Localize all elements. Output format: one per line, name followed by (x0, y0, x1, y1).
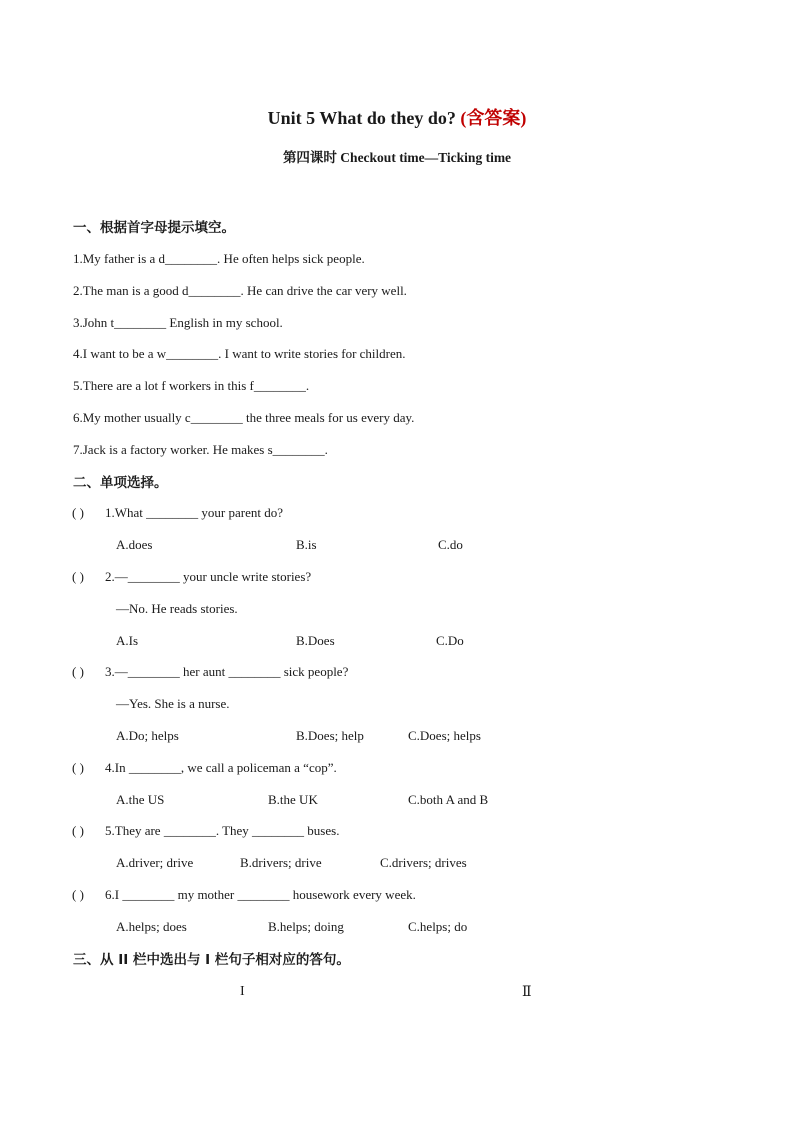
column-ii-header: Ⅱ (522, 985, 532, 1000)
option-c: C.both A and B (408, 792, 489, 807)
part3-heading: 三、从 II 栏中选出与 I 栏句子相对应的答句。 (73, 952, 350, 968)
option-c: C.Do (436, 633, 464, 648)
title-text: Unit 5 What do they do? (267, 108, 461, 128)
fill-item: 3.John t________ English in my school. (73, 315, 283, 330)
option-b: B.helps; doing (268, 919, 344, 934)
answer-blank: ( ) (72, 569, 84, 584)
part2-heading: 二、单项选择。 (73, 475, 168, 491)
answer-blank: ( ) (72, 760, 84, 775)
option-c: C.Does; helps (408, 728, 481, 743)
option-a: A.helps; does (116, 919, 187, 934)
answer-blank: ( ) (72, 664, 84, 679)
answer-tag: (含答案) (460, 108, 527, 128)
question-stem: 2.—________ your uncle write stories? (105, 569, 312, 584)
page-title (0, 104, 794, 130)
fill-item: 6.My mother usually c________ the three meals for us every day. (73, 410, 415, 425)
option-a: A.driver; drive (116, 855, 194, 870)
fill-item: 1.My father is a d________. He often helps sick people. (73, 251, 365, 266)
question-stem: 3.—________ her aunt ________ sick people? (105, 664, 349, 679)
lesson-subtitle: 第四课时 Checkout time—Ticking time (282, 150, 512, 165)
option-b: B.is (296, 537, 317, 552)
question-stem: 6.I ________ my mother ________ housework every week. (105, 887, 416, 902)
answer-blank: ( ) (72, 823, 84, 838)
answer-blank: ( ) (72, 505, 84, 520)
question-stem: 1.What ________ your parent do? (105, 505, 283, 520)
option-c: C.drivers; drives (380, 855, 467, 870)
option-b: B.drivers; drive (240, 855, 322, 870)
question-reply: —Yes. She is a nurse. (116, 696, 230, 711)
option-b: B.Does (296, 633, 335, 648)
option-a: A.the US (116, 792, 165, 807)
fill-item: 7.Jack is a factory worker. He makes s________. (73, 442, 328, 457)
question-stem: 5.They are ________. They ________ buses. (105, 823, 340, 838)
option-a: A.Is (116, 633, 139, 648)
fill-item: 2.The man is a good d________. He can drive the car very well. (73, 283, 407, 298)
question-stem: 4.In ________, we call a policeman a “cop”. (105, 760, 337, 775)
part1-heading: 一、根据首字母提示填空。 (73, 220, 235, 236)
fill-item: 5.There are a lot f workers in this f________. (73, 378, 310, 393)
option-c: C.helps; do (408, 919, 468, 934)
answer-blank: ( ) (72, 887, 84, 902)
question-reply: —No. He reads stories. (116, 601, 238, 616)
option-a: A.Do; helps (116, 728, 179, 743)
option-c: C.do (438, 537, 463, 552)
column-i-header: I (240, 984, 245, 999)
option-b: B.the UK (268, 792, 318, 807)
option-a: A.does (116, 537, 153, 552)
option-b: B.Does; help (296, 728, 364, 743)
fill-item: 4.I want to be a w________. I want to write stories for children. (73, 346, 406, 361)
